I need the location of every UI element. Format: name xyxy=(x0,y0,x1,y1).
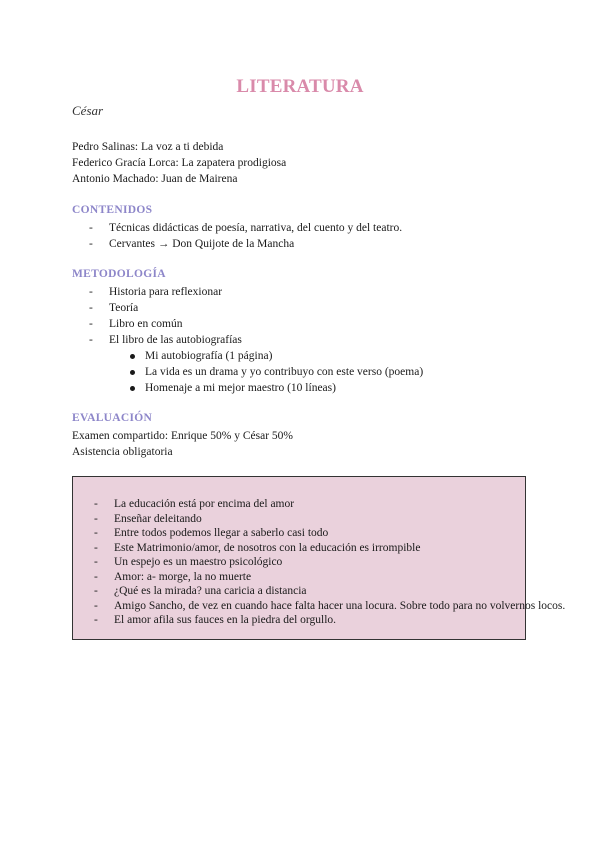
bullet-icon xyxy=(130,354,135,359)
work-line: Pedro Salinas: La voz a ti debida xyxy=(72,141,224,153)
quote-text: Amor: a- morge, la no muerte xyxy=(114,570,252,583)
sublist-item-text: Mi autobiografía (1 página) xyxy=(145,350,273,362)
quote-text: Este Matrimonio/amor, de nosotros con la educación es irrompible xyxy=(114,541,421,554)
quote-text: El amor afila sus fauces en la piedra del orgullo. xyxy=(114,614,337,626)
list-item-text: Teoría xyxy=(109,302,139,314)
bullet-icon xyxy=(130,370,135,375)
work-line: Federico Gracía Lorca: La zapatera prodigiosa xyxy=(72,157,287,169)
list-item-text: Cervantes → Don Quijote de la Mancha xyxy=(109,238,295,250)
quote-item xyxy=(73,497,525,512)
list-item-text: El libro de las autobiografías xyxy=(109,334,242,346)
quote-item xyxy=(73,570,525,585)
dash-marker: - xyxy=(94,541,98,554)
works-list xyxy=(72,139,286,187)
contenidos-list xyxy=(72,220,402,252)
quote-text: Amigo Sancho, de vez en cuando hace falta hacer una locura. Sobre todo para no volvernos locos. xyxy=(114,599,566,612)
sublist-item-text: La vida es un drama y yo contribuyo con este verso (poema) xyxy=(145,366,424,378)
quote-text: Un espejo es un maestro psicológico xyxy=(114,556,283,568)
author-name: César xyxy=(72,103,104,118)
evaluacion-heading: EVALUACIÓN xyxy=(72,412,153,424)
work-line: Antonio Machado: Juan de Mairena xyxy=(72,173,238,185)
quote-item xyxy=(73,541,525,556)
quote-item xyxy=(73,613,525,628)
dash-marker: - xyxy=(89,286,93,298)
contenidos-heading: CONTENIDOS xyxy=(72,204,153,216)
dash-marker: - xyxy=(94,498,98,510)
sublist-item xyxy=(72,380,423,396)
quote-text: Entre todos podemos llegar a saberlo casi todo xyxy=(114,527,329,539)
dash-marker: - xyxy=(94,585,98,597)
dash-marker: - xyxy=(89,222,93,234)
bullet-icon xyxy=(130,386,135,391)
quote-text: ¿Qué es la mirada? una caricia a distancia xyxy=(114,585,307,597)
quote-item xyxy=(73,599,566,614)
dash-marker: - xyxy=(94,599,98,612)
quotes-box xyxy=(72,476,566,640)
dash-marker: - xyxy=(94,556,98,568)
quote-text: La educación está por encima del amor xyxy=(114,498,295,510)
quote-item xyxy=(73,512,525,527)
quote-item xyxy=(73,555,525,570)
dash-marker: - xyxy=(89,238,93,250)
dash-marker: - xyxy=(94,512,98,525)
metodologia-list xyxy=(72,284,423,396)
list-item xyxy=(72,220,402,236)
sublist-item xyxy=(72,348,423,364)
quote-item xyxy=(73,584,525,599)
quotes-list xyxy=(73,497,566,628)
quote-item xyxy=(73,526,525,541)
dash-marker: - xyxy=(94,527,98,539)
list-item-text: Libro en común xyxy=(109,318,183,330)
evaluacion-line: Asistencia obligatoria xyxy=(72,446,173,458)
sublist-item-text: Homenaje a mi mejor maestro (10 líneas) xyxy=(145,382,336,394)
document-title: LITERATURA xyxy=(236,76,364,97)
dash-marker: - xyxy=(89,318,93,330)
list-item-text: Técnicas didácticas de poesía, narrativa, del cuento y del teatro. xyxy=(109,222,403,234)
quote-text: Enseñar deleitando xyxy=(114,512,202,525)
evaluacion-text xyxy=(72,428,293,460)
list-item xyxy=(72,300,423,316)
evaluacion-line: Examen compartido: Enrique 50% y César 50% xyxy=(72,430,293,442)
list-item xyxy=(72,236,402,252)
list-item xyxy=(72,332,423,348)
dash-marker: - xyxy=(94,570,98,583)
dash-marker: - xyxy=(89,334,93,346)
dash-marker: - xyxy=(89,302,93,314)
dash-marker: - xyxy=(94,614,98,626)
sublist-item xyxy=(72,364,423,380)
autobiografias-sublist xyxy=(72,348,423,396)
list-item-text: Historia para reflexionar xyxy=(109,286,223,298)
list-item xyxy=(72,284,423,300)
list-item xyxy=(72,316,423,332)
metodologia-heading: METODOLOGÍA xyxy=(72,268,166,280)
